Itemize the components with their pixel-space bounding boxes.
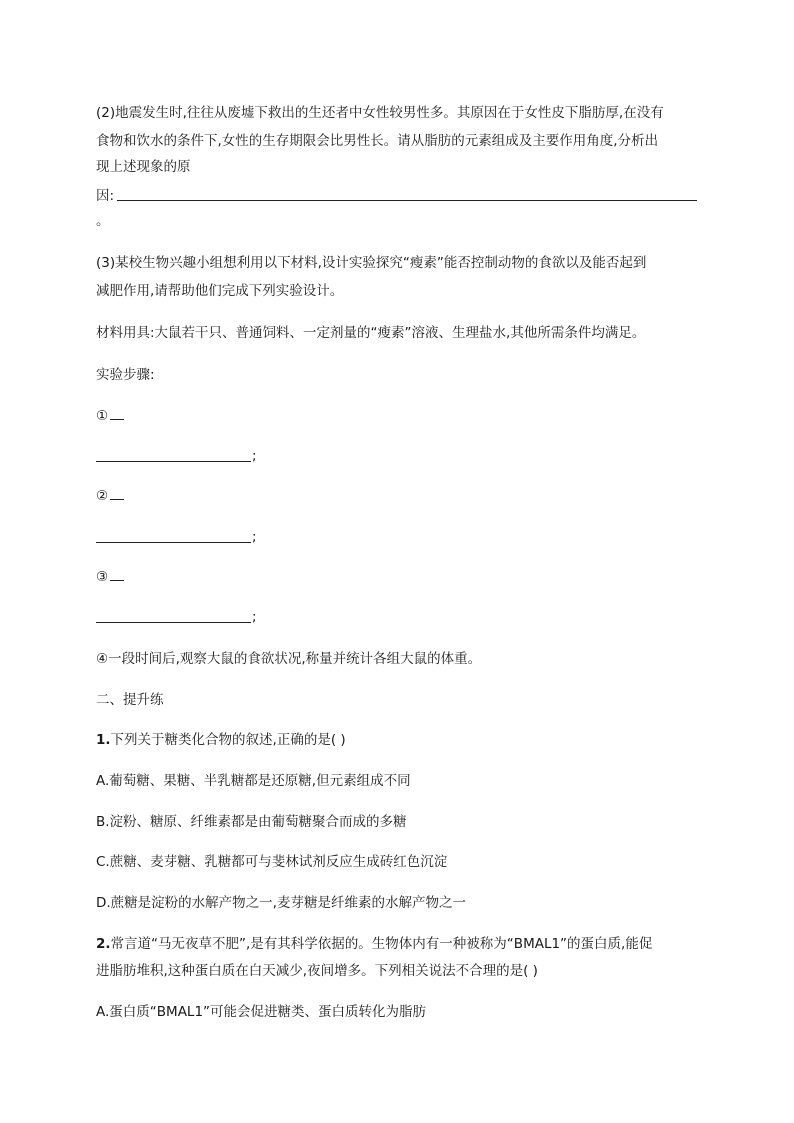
s2-q1-stem-line [96, 731, 346, 749]
s2-q2-stem-1: 常言道“马无夜草不肥”,是有其科学依据的。生物体内有一种被称为“BMAL1”的蛋白质,能促 [110, 936, 653, 952]
s2-q1-option-b: B.淀粉、糖原、纤维素都是由葡萄糖聚合而成的多糖 [96, 814, 407, 830]
step-3-end: ; [252, 609, 257, 625]
s2-q2-stem-line-1 [96, 935, 652, 953]
q2-answer-blank[interactable] [117, 200, 697, 201]
q2-line-2: 食物和饮水的条件下,女性的生存期限会比男性长。请从脂肪的元素组成及主要作用角度,分析出 [96, 133, 659, 149]
step-3-blank[interactable] [96, 622, 251, 623]
q2-answer-label: 因: [96, 188, 115, 204]
step-3-label [96, 568, 124, 586]
q3-line-2: 减肥作用,请帮助他们完成下列实验设计。 [96, 283, 344, 299]
step-1-end: ; [252, 448, 257, 464]
s2-q2-number: 2. [96, 936, 111, 952]
step-1-short-blank[interactable] [110, 407, 124, 420]
step-3-short-blank[interactable] [110, 568, 124, 581]
q3-materials: 材料用具:大鼠若干只、普通饲料、一定剂量的“瘦素”溶液、生理盐水,其他所需条件均满足。 [96, 325, 646, 341]
q3-steps-title: 实验步骤: [96, 367, 155, 383]
step-2-num: ② [96, 488, 109, 504]
s2-q2-stem-line-2: 进脂肪堆积,这种蛋白质在白天减少,夜间增多。下列相关说法不合理的是( ) [96, 963, 538, 979]
q3-step-4: ④一段时间后,观察大鼠的食欲状况,称量并统计各组大鼠的体重。 [96, 651, 482, 667]
q2-answer-end: 。 [96, 213, 110, 229]
q2-line-1: (2)地震发生时,往往从废墟下救出的生还者中女性较男性多。其原因在于女性皮下脂肪厚,在没有 [96, 105, 664, 121]
step-2-end: ; [252, 529, 257, 545]
q2-line-3: 现上述现象的原 [96, 159, 191, 175]
step-1-blank[interactable] [96, 461, 251, 462]
q3-line-1: (3)某校生物兴趣小组想利用以下材料,设计实验探究“瘦素”能否控制动物的食欲以及能否起到 [96, 255, 647, 271]
step-1-label [96, 407, 124, 425]
s2-q2-option-a: A.蛋白质“BMAL1”可能会促进糖类、蛋白质转化为脂肪 [96, 1004, 427, 1020]
s2-q1-option-d: D.蔗糖是淀粉的水解产物之一,麦芽糖是纤维素的水解产物之一 [96, 895, 466, 911]
s2-q1-stem: 下列关于糖类化合物的叙述,正确的是( ) [110, 732, 346, 748]
step-2-label [96, 487, 124, 505]
step-2-short-blank[interactable] [110, 487, 124, 500]
step-1-num: ① [96, 408, 109, 424]
s2-q1-option-c: C.蔗糖、麦芽糖、乳糖都可与斐林试剂反应生成砖红色沉淀 [96, 854, 448, 870]
s2-q1-option-a: A.葡萄糖、果糖、半乳糖都是还原糖,但元素组成不同 [96, 773, 411, 789]
step-3-num: ③ [96, 569, 109, 585]
step-2-blank[interactable] [96, 542, 251, 543]
section-2-title: 二、提升练 [96, 692, 164, 708]
s2-q1-number: 1. [96, 732, 111, 748]
